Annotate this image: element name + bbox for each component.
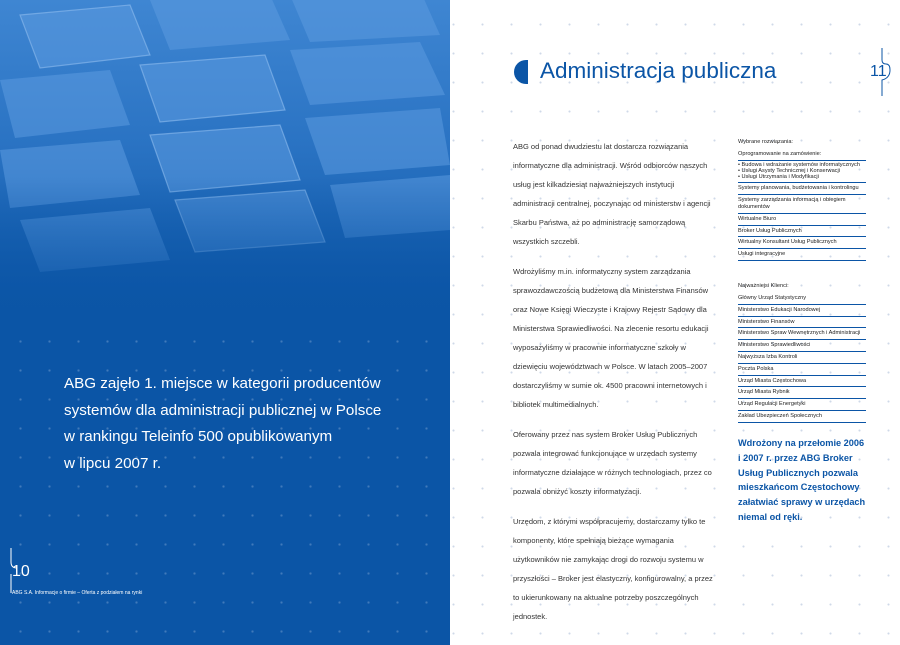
right-page-number: 11 [870,63,887,80]
solutions-group-heading: Oprogramowanie na zamówienie: [738,149,866,161]
client-item: Najwyższa Izba Kontroli [738,352,866,364]
quote-line: ABG zajęło 1. miejsce w kategorii producentów [64,375,381,392]
left-page-number: 10 [12,563,30,580]
quote-line: systemów dla administracji publicznej w Polsce [64,401,382,419]
photo-fade-overlay [0,0,450,320]
solutions-item: Systemy zarządzania informacją i obiegiem dokumentów [738,195,866,214]
solutions-item: Systemy planowania, budżetowania i kontrolingu [738,183,866,195]
solutions-item: Broker Usług Publicznych [738,226,866,238]
page-title: Administracja publiczna [540,58,777,83]
client-item: Ministerstwo Sprawiedliwości [738,340,866,352]
solutions-item: Usługi integracyjne [738,249,866,261]
client-item: Urząd Regulacji Energetyki [738,399,866,411]
keyboard-photo [0,0,450,320]
side-highlight-quote: Wdrożony na przełomie 2006 i 2007 r. przez ABG Broker Usług Publicznych pozwala mieszkańcom Częstochowy załatwiać sprawy w urzędach niemal od ręki. [738,438,866,522]
solutions-heading: Wybrane rozwiązania: [738,139,793,145]
body-text-column [513,137,718,637]
client-item: Urząd Miasta Rybnik [738,387,866,399]
solutions-item: Wirtualne Biuro [738,214,866,226]
clients-heading: Najważniejsi Klienci: [738,282,789,289]
client-item: Ministerstwo Edukacji Narodowej [738,305,866,317]
client-item: Urząd Miasta Częstochowa [738,376,866,388]
client-item: Główny Urząd Statystyczny [738,293,866,305]
solutions-group-item: • Usługi Asysty Technicznej i Konserwacji [738,168,840,174]
body-paragraph: ABG od ponad dwudziestu lat dostarcza rozwiązania informatyczne dla administracji. Wśród odbiorców naszych usług jest kilkadziesiąt najważniejszych instytucji administracji centralnej, poczynając od ministerstw i agencji Skarbu Państwa, aż po administrację samorządową wszystkich szczebli. [513,142,711,246]
client-item: Ministerstwo Finansów [738,317,866,329]
solutions-group-item: • Budowa i wdrażanie systemów informatycznych [738,161,860,168]
solutions-group [738,161,866,184]
body-paragraph: Oferowany przez nas system Broker Usług Publicznych pozwala integrować funkcjonujące w urzędach systemy informatyczne działające w różnych technologiach, przez co pozwala obniżyć koszty informatyzacji. [513,430,712,496]
quote-line: w rankingu Teleinfo 500 opublikowanym [64,428,333,445]
side-column [738,139,866,423]
left-quote [64,371,414,477]
solutions-item: Wirtualny Konsultant Usług Publicznych [738,237,866,249]
solutions-group-item: • Usługi Utrzymania i Modyfikacji [738,174,819,181]
body-paragraph: Wdrożyliśmy m.in. informatyczny system zarządzania sprawozdawczością budżetową dla Ministerstwa Finansów oraz Nowe Księgi Wieczyste i Krajowy Rejestr Sądowy dla Ministerstwa Sprawiedliwości. Na zlecenie resortu edukacji wyposażyliśmy w pracownie informatyczne szkoły w dziewięciu województwach w Polsce. W latach 2005–2007 dostarczyliśmy w sumie ok. 4500 pracowni internetowych i bibliotek multimedialnych. [513,267,709,409]
left-footer-text: ABG S.A. Informacje o firmie – Oferta z podziałem na rynki [12,590,143,596]
body-paragraph: Urzędom, z którymi współpracujemy, dostarczamy tylko te komponenty, które spełniają bieżące wymagania użytkowników nie zamykając drogi do rozwoju systemu w przyszłości – Broker jest elastyczny, konfigurowalny, a przez to ukierunkowany na aktualne potrzeby poszczególnych jednostek. [513,517,713,621]
client-item: Zakład Ubezpieczeń Społecznych [738,411,866,423]
client-item: Poczta Polska [738,364,866,376]
client-item: Ministerstwo Spraw Wewnętrznych i Administracji [738,328,866,340]
quote-line: w lipcu 2007 r. [64,454,162,472]
